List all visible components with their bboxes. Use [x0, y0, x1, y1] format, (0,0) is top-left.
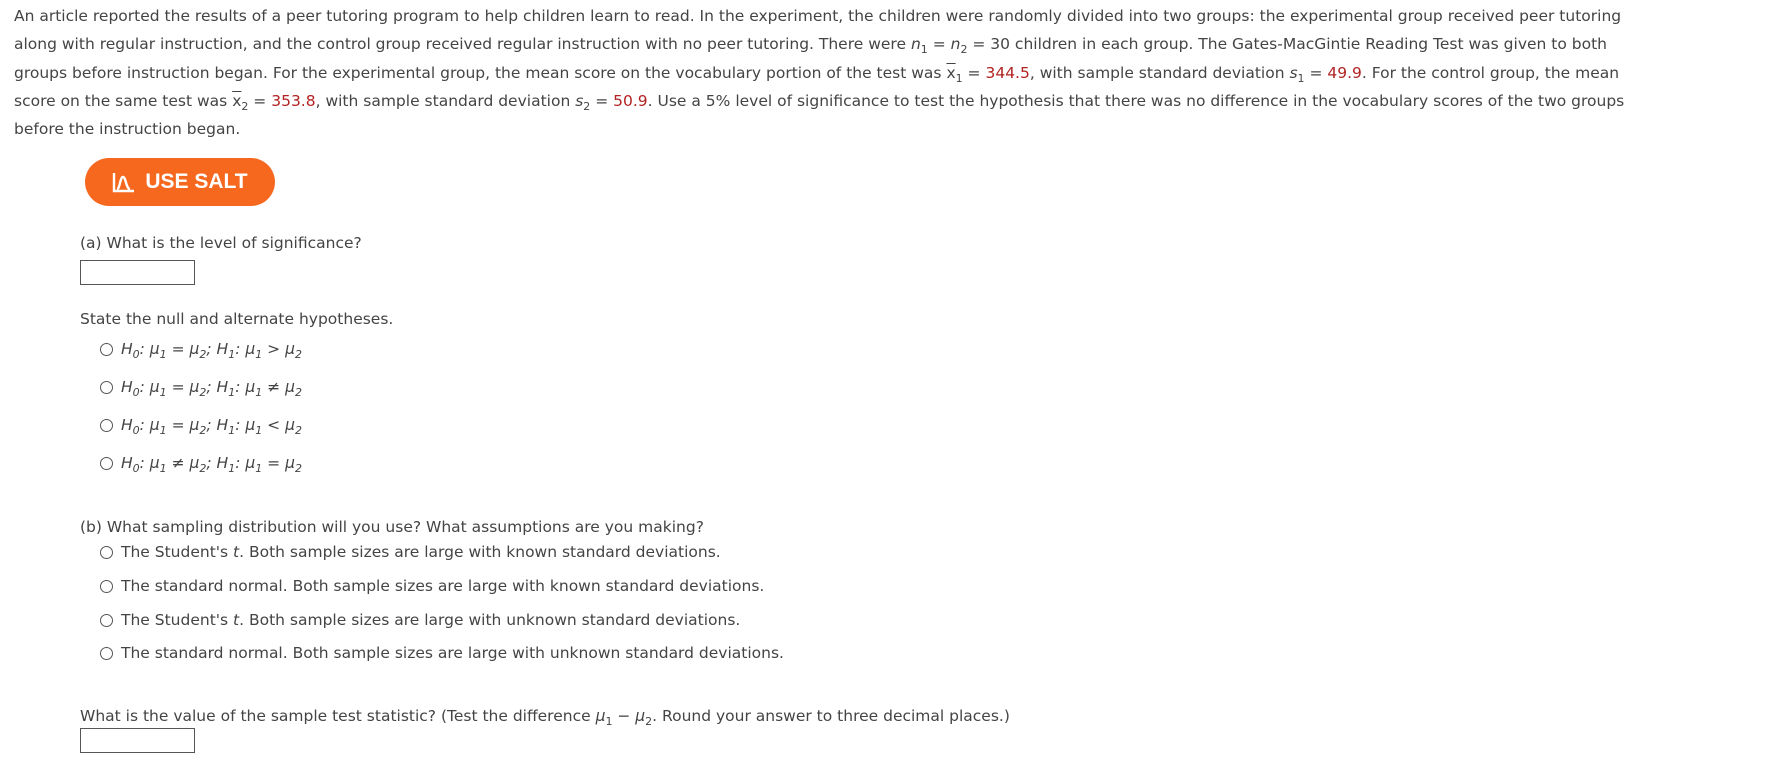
sub: 1 [920, 43, 928, 57]
sub: 2 [960, 43, 968, 57]
test-statistic-text: What is the value of the sample test statistic? (Test the difference [80, 707, 596, 725]
x2-bar-symbol: $\overline{x}$ [232, 91, 242, 110]
option-text: The Student's t. Both sample sizes are large with unknown standard deviations. [121, 611, 741, 629]
radio-button[interactable] [100, 343, 113, 356]
test-statistic-question: What is the value of the sample test statistic? (Test the difference $\mu_1 - \mu_2$. Round your answer to three decimal places.) [80, 707, 1010, 728]
n2-symbol: n [950, 35, 961, 54]
s2-value: 50.9 [613, 91, 648, 110]
h0-relation: = [171, 378, 185, 396]
problem-text: score on the same test was [14, 91, 233, 110]
option-text: The standard normal. Both sample sizes are large with unknown standard deviations. [121, 644, 784, 662]
sub: 2 [583, 99, 591, 113]
sub: 1 [955, 71, 963, 85]
h0-relation: ≠ [171, 454, 185, 472]
h0-relation: = [171, 340, 185, 358]
significance-level-input[interactable] [80, 260, 195, 285]
problem-text: . Use a 5% level of significance to test the hypothesis that there was no difference in the vocabulary scores of the two groups [647, 91, 1625, 110]
radio-button[interactable] [100, 647, 113, 660]
test-statistic-input[interactable] [80, 728, 195, 753]
hypothesis-option[interactable] [100, 454, 302, 475]
hypothesis-text: $H_0$: $\mu_1 = \mu_2$; $H_1$: $\mu_1 > \mu_2$ [121, 340, 302, 361]
hypothesis-text: $H_0$: $\mu_1 \ne \mu_2$; $H_1$: $\mu_1 = \mu_2$ [121, 454, 302, 475]
equals: = [590, 91, 614, 110]
radio-button[interactable] [100, 419, 113, 432]
mu2-symbol: μ [635, 707, 646, 725]
problem-line-2 [14, 30, 1774, 58]
h0-relation: = [171, 416, 185, 434]
radio-button[interactable] [100, 381, 113, 394]
x1-value: 344.5 [985, 63, 1030, 82]
sub: 1 [1297, 71, 1305, 85]
option-text: The standard normal. Both sample sizes are large with known standard deviations. [121, 577, 765, 595]
problem-text: , with sample standard deviation [315, 91, 576, 110]
s1-symbol: s [1289, 63, 1298, 82]
x2-value: 353.8 [271, 91, 316, 110]
sub: 2 [241, 99, 249, 113]
problem-line-3 [14, 59, 1774, 87]
distribution-option[interactable] [100, 611, 740, 629]
h1-relation: = [267, 454, 281, 472]
h1-relation: ≠ [267, 378, 281, 396]
problem-statement [14, 2, 1774, 143]
radio-button[interactable] [100, 546, 113, 559]
hypothesis-option[interactable] [100, 340, 302, 361]
use-salt-button[interactable] [85, 158, 275, 206]
equals: = [1304, 63, 1328, 82]
part-a-question: (a) What is the level of significance? [80, 234, 362, 252]
hypothesis-option[interactable] [100, 378, 302, 399]
problem-text: , with sample standard deviation [1029, 63, 1290, 82]
distribution-option[interactable] [100, 644, 784, 662]
x1-bar-symbol: $\overline{x}$ [946, 63, 956, 82]
radio-button[interactable] [100, 614, 113, 627]
distribution-option[interactable] [100, 543, 721, 561]
h1-relation: > [267, 340, 281, 358]
problem-line-1: An article reported the results of a peer tutoring program to help children learn to read. In the experiment, the children were randomly divided into two groups: the experimental group received peer tutoring [14, 7, 1622, 25]
test-statistic-text: . Round your answer to three decimal places.) [652, 707, 1010, 725]
h1-relation: < [267, 416, 281, 434]
sub: 2 [645, 715, 653, 728]
sub: 1 [605, 715, 613, 728]
hypothesis-text: $H_0$: $\mu_1 = \mu_2$; $H_1$: $\mu_1 \ne \mu_2$ [121, 378, 302, 399]
equals: = [927, 35, 951, 54]
option-text: The Student's t. Both sample sizes are large with known standard deviations. [121, 543, 721, 561]
s2-symbol: s [575, 91, 584, 110]
problem-text: = 30 children in each group. The Gates-MacGintie Reading Test was given to both [967, 35, 1607, 54]
s1-value: 49.9 [1327, 63, 1362, 82]
salt-chart-icon [112, 171, 136, 193]
mu1-symbol: μ [595, 707, 606, 725]
distribution-option[interactable] [100, 577, 764, 595]
hypothesis-option[interactable] [100, 416, 302, 437]
hypotheses-prompt: State the null and alternate hypotheses. [80, 310, 394, 328]
radio-button[interactable] [100, 580, 113, 593]
use-salt-label: USE SALT [145, 170, 248, 193]
equals: = [962, 63, 986, 82]
problem-text: groups before instruction began. For the experimental group, the mean score on the vocabulary portion of the test was [14, 63, 947, 82]
problem-text: along with regular instruction, and the control group received regular instruction with no peer tutoring. There were [14, 35, 911, 54]
radio-button[interactable] [100, 457, 113, 470]
problem-text: . For the control group, the mean [1361, 63, 1620, 82]
part-b-question: (b) What sampling distribution will you use? What assumptions are you making? [80, 518, 704, 536]
problem-line-5: before the instruction began. [14, 120, 241, 139]
n1-symbol: n [910, 35, 921, 54]
equals: = [248, 91, 272, 110]
problem-line-4 [14, 87, 1774, 115]
hypothesis-text: $H_0$: $\mu_1 = \mu_2$; $H_1$: $\mu_1 < \mu_2$ [121, 416, 302, 437]
